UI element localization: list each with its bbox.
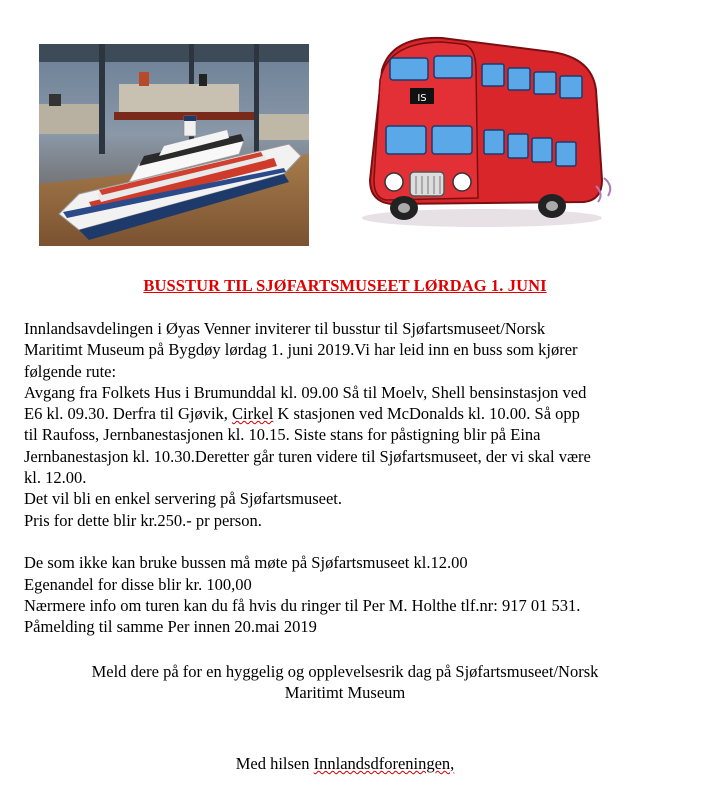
- body-text: [24, 318, 684, 637]
- route-text: K stasjonen ved McDonalds kl. 10.00. Så opp: [273, 404, 580, 424]
- intro-line: Innlandsavdelingen i Øyas Venner inviterer til busstur til Sjøfartsmuseet/Norsk: [24, 319, 546, 338]
- signature-org: Innlandsdforeningen,: [313, 754, 455, 773]
- info-line: Nærmere info om turen kan du få hvis du ringer til Per M. Holthe tlf.nr: 917 01 531.: [24, 595, 581, 615]
- page-title: BUSSTUR TIL SJØFARTSMUSEET LØRDAG 1. JUNI: [143, 276, 547, 295]
- route-line: [24, 403, 684, 424]
- route-line: kl. 12.00.: [24, 468, 87, 488]
- closing-text: [24, 661, 666, 704]
- ship-model-photo: [39, 44, 309, 246]
- signature: [0, 753, 690, 774]
- signup-line: Påmelding til samme Per innen 20.mai 2019: [24, 617, 317, 637]
- signature-greeting: Med hilsen: [235, 754, 314, 773]
- no-bus-line: De som ikke kan bruke bussen må møte på Sjøfartsmuseet kl.12.00: [24, 553, 468, 573]
- bus-sign-text: IS: [417, 93, 427, 104]
- intro-line: følgende rute:: [24, 361, 117, 381]
- route-line: Jernbanestasjon kl. 10.30.Deretter går turen videre til Sjøfartsmuseet, der vi skal være: [24, 446, 591, 466]
- route-line: til Raufoss, Jernbanestasjonen kl. 10.15. Siste stans for påstigning blir på Eina: [24, 425, 541, 445]
- route-text: E6 kl. 09.30. Derfra til Gjøvik,: [24, 404, 233, 424]
- intro-line: Maritimt Museum på Bygdøy lørdag 1. juni 2019.Vi har leid inn en buss som kjører: [24, 340, 578, 360]
- route-line: Avgang fra Folkets Hus i Brumunddal kl. 09.00 Så til Moelv, Shell bensinstasjon ved: [24, 382, 587, 402]
- red-double-decker-bus-icon: [352, 30, 616, 230]
- closing-line: Meld dere på for en hyggelig og opplevelsesrik dag på Sjøfartsmuseet/Norsk: [91, 662, 599, 681]
- paragraph-gap: [24, 531, 684, 552]
- own-share-line: Egenandel for disse blir kr. 100,00: [24, 574, 252, 594]
- serving-line: Det vil bli en enkel servering på Sjøfartsmuseet.: [24, 489, 342, 509]
- spellcheck-word: Cirkel: [232, 404, 274, 424]
- closing-line: Maritimt Museum: [284, 683, 406, 703]
- price-line: Pris for dette blir kr.250.- pr person.: [24, 510, 262, 530]
